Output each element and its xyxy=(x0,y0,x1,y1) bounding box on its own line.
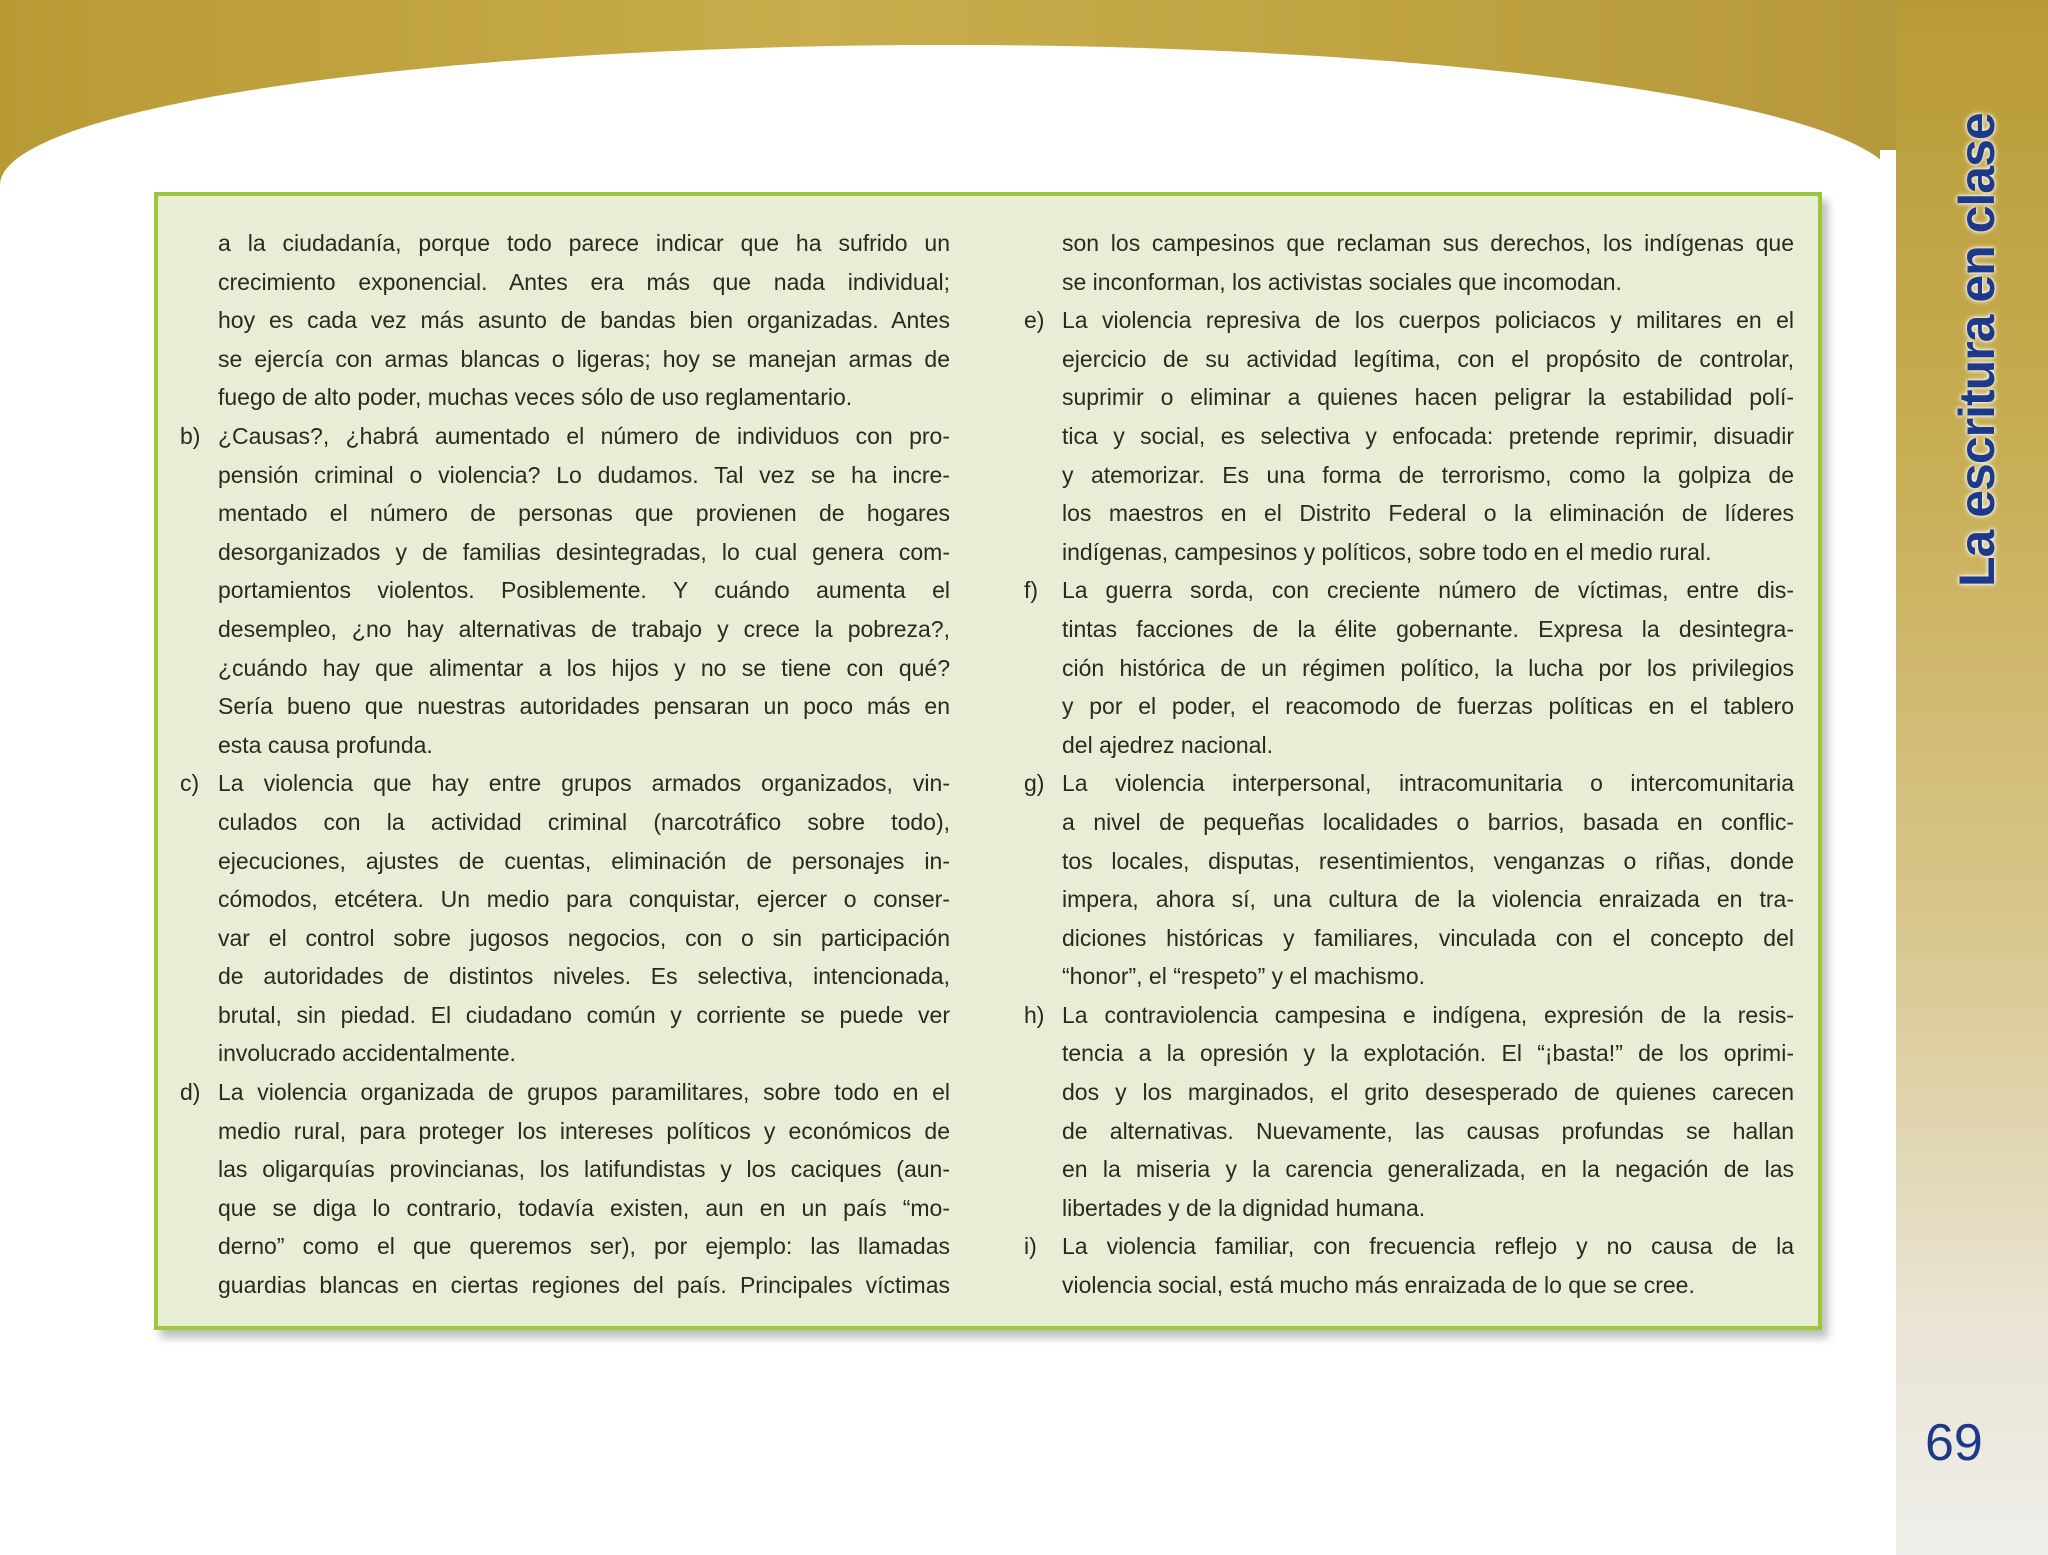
list-item-label: e) xyxy=(1024,307,1045,334)
text-line: var el control sobre jugosos negocios, con o sin participación xyxy=(218,924,950,951)
text-line: La guerra sorda, con creciente número de víctimas, entre dis- xyxy=(1062,577,1794,604)
text-line: del ajedrez nacional. xyxy=(1062,731,1273,758)
text-line: La violencia interpersonal, intracomunitaria o intercomunitaria xyxy=(1062,770,1794,797)
text-line: hoy es cada vez más asunto de bandas bien organizadas. Antes xyxy=(218,307,950,334)
text-line: son los campesinos que reclaman sus derechos, los indígenas que xyxy=(1062,230,1794,256)
list-item-label: i) xyxy=(1024,1233,1037,1260)
text-line: dos y los marginados, el grito desesperado de quienes carecen xyxy=(1062,1079,1794,1106)
text-line: de autoridades de distintos niveles. Es selectiva, intencionada, xyxy=(218,963,950,990)
text-line: culados con la actividad criminal (narcotráfico sobre todo), xyxy=(218,808,950,835)
list-item xyxy=(1062,224,1794,301)
text-line: a nivel de pequeñas localidades o barrios, basada en conflic- xyxy=(1062,808,1794,835)
text-line: ejercicio de su actividad legítima, con el propósito de controlar, xyxy=(1062,345,1794,372)
text-line: involucrado accidentalmente. xyxy=(218,1040,516,1067)
text-line: cómodos, etcétera. Un medio para conquistar, ejercer o conser- xyxy=(218,886,950,913)
text-line: pensión criminal o violencia? Lo dudamos. Tal vez se ha incre- xyxy=(218,461,950,488)
list-item xyxy=(180,417,950,764)
text-line: libertades y de la dignidad humana. xyxy=(1062,1194,1426,1221)
text-line: mentado el número de personas que provienen de hogares xyxy=(218,500,950,527)
side-strip-gap xyxy=(1880,150,1896,1555)
list-item-label: b) xyxy=(180,422,201,449)
text-line: desorganizados y de familias desintegradas, lo cual genera com- xyxy=(218,538,950,565)
list-item xyxy=(1024,571,1794,764)
left-column xyxy=(180,224,950,1305)
text-line: La violencia organizada de grupos paramilitares, sobre todo en el xyxy=(218,1079,950,1106)
text-line: ejecuciones, ajustes de cuentas, eliminación de personajes in- xyxy=(218,847,950,874)
section-title: La escritura en clase xyxy=(1949,113,2005,587)
page-number: 69 xyxy=(1925,1414,1983,1472)
list-item xyxy=(1024,996,1794,1228)
text-line: se inconforman, los activistas sociales que incomodan. xyxy=(1062,268,1622,295)
list-item-label: g) xyxy=(1024,770,1045,797)
list-item xyxy=(180,764,950,1073)
text-line: las oligarquías provincianas, los latifundistas y los caciques (aun- xyxy=(218,1156,950,1183)
list-item-label: d) xyxy=(180,1079,201,1106)
text-line: La violencia represiva de los cuerpos policiacos y militares en el xyxy=(1062,307,1794,334)
text-line: que se diga lo contrario, todavía existen, aun en un país “mo- xyxy=(218,1194,950,1221)
text-line: desempleo, ¿no hay alternativas de trabajo y crece la pobreza?, xyxy=(218,615,950,642)
text-line: suprimir o eliminar a quienes hacen peligrar la estabilidad polí- xyxy=(1062,384,1794,411)
text-line: ¿cuándo hay que alimentar a los hijos y no se tiene con qué? xyxy=(218,654,950,681)
text-line: de alternativas. Nuevamente, las causas profundas se hallan xyxy=(1062,1117,1794,1144)
text-line: crecimiento exponencial. Antes era más que nada individual; xyxy=(218,268,950,295)
text-line: brutal, sin piedad. El ciudadano común y corriente se puede ver xyxy=(218,1001,950,1028)
list-item xyxy=(180,1073,950,1305)
text-line: tos locales, disputas, resentimientos, venganzas o riñas, donde xyxy=(1062,847,1794,874)
right-column xyxy=(1024,224,1794,1305)
text-line: tica y social, es selectiva y enfocada: pretende reprimir, disuadir xyxy=(1062,422,1794,449)
text-line: impera, ahora sí, una cultura de la violencia enraizada en tra- xyxy=(1062,886,1794,913)
text-line: a la ciudadanía, porque todo parece indicar que ha sufrido un xyxy=(218,230,950,256)
list-item xyxy=(1024,301,1794,571)
list-item xyxy=(1024,764,1794,996)
text-line: La violencia familiar, con frecuencia reflejo y no causa de la xyxy=(1062,1233,1794,1260)
text-line: diciones históricas y familiares, vinculada con el concepto del xyxy=(1062,924,1794,951)
text-line: ¿Causas?, ¿habrá aumentado el número de individuos con pro- xyxy=(218,422,950,449)
text-line: se ejercía con armas blancas o ligeras; hoy se manejan armas de xyxy=(218,345,950,372)
text-line: tintas facciones de la élite gobernante. Expresa la desintegra- xyxy=(1062,615,1794,642)
text-line: La contraviolencia campesina e indígena, expresión de la resis- xyxy=(1062,1001,1794,1028)
text-line: portamientos violentos. Posiblemente. Y cuándo aumenta el xyxy=(218,577,950,604)
list-item xyxy=(218,224,950,417)
text-line: guardias blancas en ciertas regiones del país. Principales víctimas xyxy=(218,1272,950,1299)
text-line: violencia social, está mucho más enraizada de lo que se cree. xyxy=(1062,1272,1695,1299)
list-item-label: f) xyxy=(1024,577,1039,604)
text-line: ción histórica de un régimen político, la lucha por los privilegios xyxy=(1062,654,1794,681)
text-line: fuego de alto poder, muchas veces sólo de uso reglamentario. xyxy=(218,384,853,411)
text-line: y por el poder, el reacomodo de fuerzas políticas en el tablero xyxy=(1062,693,1794,720)
text-line: “honor”, el “respeto” y el machismo. xyxy=(1062,963,1426,990)
text-line: derno” como el que queremos ser), por ejemplo: las llamadas xyxy=(218,1233,950,1260)
text-line: Sería bueno que nuestras autoridades pensaran un poco más en xyxy=(218,693,950,720)
text-line: tencia a la opresión y la explotación. El “¡basta!” de los oprimi- xyxy=(1062,1040,1794,1067)
text-line: esta causa profunda. xyxy=(218,731,433,758)
text-line: y atemorizar. Es una forma de terrorismo, como la golpiza de xyxy=(1062,461,1794,488)
list-item xyxy=(1024,1227,1794,1304)
list-item-label: c) xyxy=(180,770,200,797)
text-line: en la miseria y la carencia generalizada, en la negación de las xyxy=(1062,1156,1794,1183)
text-line: La violencia que hay entre grupos armados organizados, vin- xyxy=(218,770,950,797)
list-item-label: h) xyxy=(1024,1001,1045,1028)
text-line: indígenas, campesinos y políticos, sobre todo en el medio rural. xyxy=(1062,538,1712,565)
text-line: medio rural, para proteger los intereses políticos y económicos de xyxy=(218,1117,950,1144)
text-line: los maestros en el Distrito Federal o la eliminación de líderes xyxy=(1062,500,1794,527)
